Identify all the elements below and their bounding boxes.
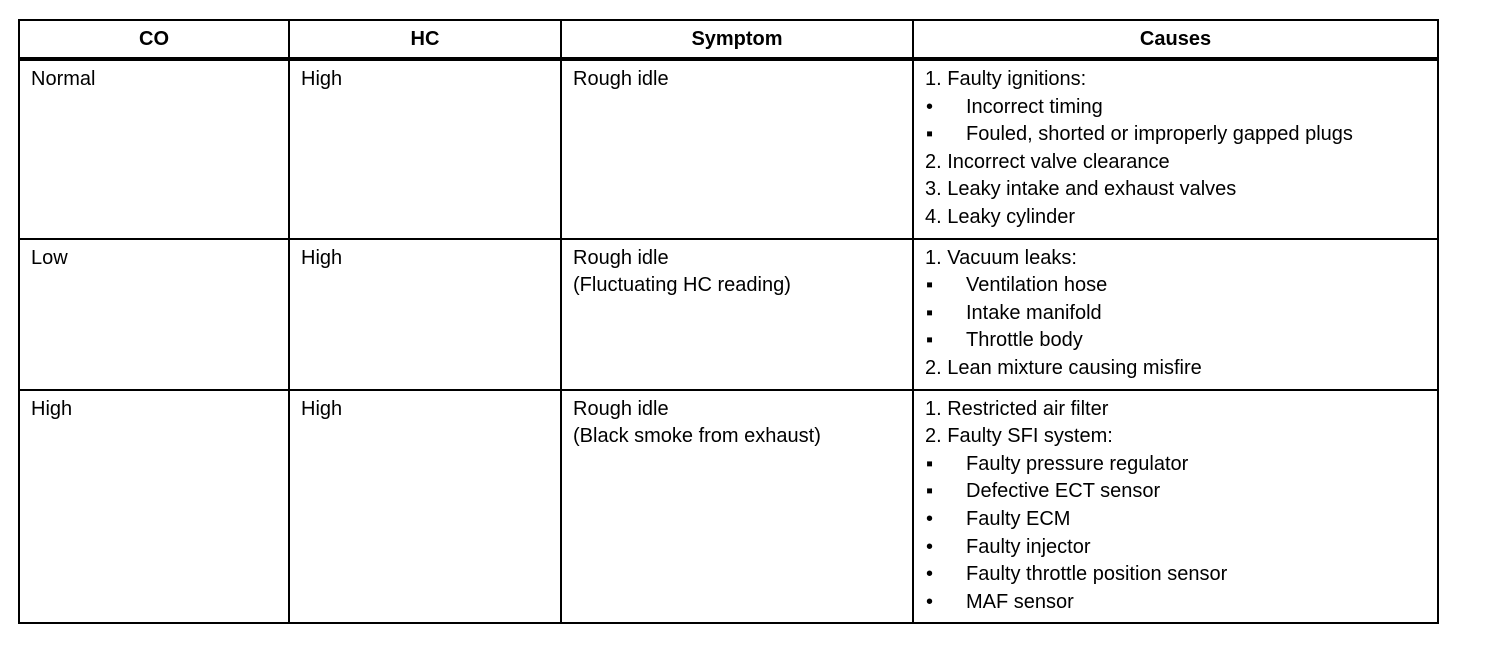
causes-cell: [913, 59, 1438, 239]
table-row: [19, 59, 1438, 239]
cause-text: Faulty throttle position sensor: [966, 563, 1228, 586]
cause-text: Incorrect timing: [966, 95, 1103, 118]
cause-numbered-item: 4. Leaky cylinder: [925, 205, 1076, 228]
symptom-line: (Fluctuating HC reading): [573, 274, 791, 297]
cause-numbered-item: 2. Lean mixture causing misfire: [925, 356, 1202, 379]
cause-text: Faulty ECM: [966, 507, 1071, 530]
cause-numbered-item: 1. Faulty ignitions:: [925, 68, 1087, 90]
cause-bullet-item: [925, 272, 1429, 300]
cause-numbered-item: 2. Incorrect valve clearance: [925, 150, 1170, 173]
cause-numbered-item: 1. Restricted air filter: [925, 397, 1109, 420]
causes-cell: [913, 239, 1438, 390]
bullet-icon: ▪: [926, 301, 934, 324]
co-cell: Low: [19, 239, 289, 390]
cause-bullet-item: [925, 506, 1429, 534]
bullet-icon: •: [926, 507, 934, 530]
cause-numbered-item: 1. Vacuum leaks:: [925, 246, 1077, 269]
bullet-icon: ▪: [926, 274, 934, 297]
cause-text: Faulty pressure regulator: [966, 452, 1189, 475]
table-row: [19, 239, 1438, 390]
symptom-line: (Black smoke from exhaust): [573, 425, 821, 448]
header-causes: Causes: [913, 20, 1438, 59]
table-row: [19, 390, 1438, 624]
bullet-icon: •: [926, 563, 934, 586]
cause-bullet-item: [925, 327, 1429, 355]
cause-bullet-item: [925, 451, 1429, 479]
header-hc: HC: [289, 20, 561, 59]
header-symptom: Symptom: [561, 20, 913, 59]
symptom-cell: [561, 390, 913, 624]
co-cell: High: [19, 390, 289, 624]
cause-text: Intake manifold: [966, 301, 1102, 324]
cause-text: Ventilation hose: [966, 274, 1108, 297]
cause-numbered-item: 2. Faulty SFI system:: [925, 425, 1113, 448]
cause-text: Throttle body: [966, 329, 1083, 352]
cause-text: MAF sensor: [966, 590, 1074, 613]
symptom-line: Rough idle: [573, 68, 669, 90]
bullet-icon: •: [926, 535, 934, 558]
cause-numbered-item: 3. Leaky intake and exhaust valves: [925, 178, 1237, 201]
symptom-cell: [561, 59, 913, 239]
cause-text: Faulty injector: [966, 535, 1091, 558]
cause-text: Fouled, shorted or improperly gapped plugs: [966, 123, 1353, 146]
hc-cell: High: [289, 239, 561, 390]
bullet-icon: ▪: [926, 123, 934, 146]
bullet-icon: ▪: [926, 452, 934, 475]
bullet-icon: •: [926, 95, 934, 118]
header-co: CO: [19, 20, 289, 59]
causes-cell: [913, 390, 1438, 624]
hc-cell: High: [289, 390, 561, 624]
cause-bullet-item: [925, 561, 1429, 589]
symptom-line: Rough idle: [573, 246, 669, 269]
cause-text: Defective ECT sensor: [966, 480, 1161, 503]
header-row: [19, 20, 1438, 59]
bullet-icon: ▪: [926, 329, 934, 352]
cause-bullet-item: [925, 121, 1429, 149]
symptom-cell: [561, 239, 913, 390]
cause-bullet-item: [925, 534, 1429, 562]
cause-bullet-item: [925, 300, 1429, 328]
bullet-icon: •: [926, 590, 934, 613]
hc-cell: High: [289, 59, 561, 239]
symptom-line: Rough idle: [573, 397, 669, 420]
cause-bullet-item: [925, 478, 1429, 506]
cause-bullet-item: [925, 589, 1429, 617]
diagnosis-table: [18, 19, 1439, 624]
co-cell: Normal: [19, 59, 289, 239]
cause-bullet-item: [925, 94, 1429, 122]
bullet-icon: ▪: [926, 480, 934, 503]
